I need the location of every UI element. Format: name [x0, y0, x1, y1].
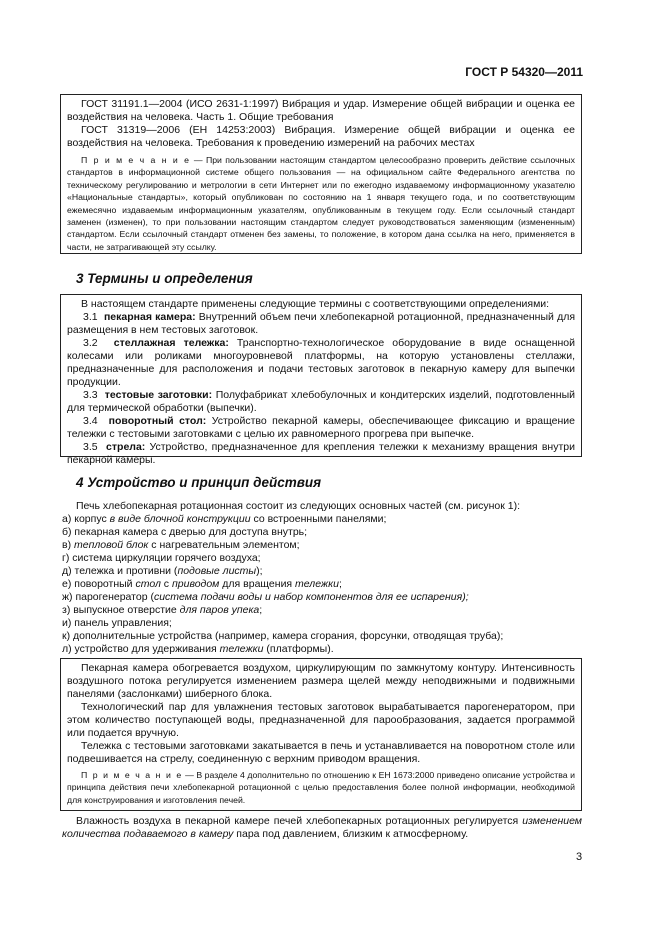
- components-intro: Печь хлебопекарная ротационная состоит из следующих основных частей (см. рисунок 1):: [76, 500, 521, 512]
- list-item: в) тепловой блок с нагревательным элементом;: [62, 539, 300, 551]
- operation-box: [60, 658, 582, 811]
- note-label: П р и м е ч а н и е: [81, 155, 191, 165]
- list-item: з) выпускное отверстие для паров упека;: [62, 604, 263, 616]
- page-number: 3: [576, 851, 583, 863]
- operation-paragraph-2: Технологический пар для увлажнения тестовых заготовок вырабатывается парогенератором, при этом количество поступающей воды, предназначенной для парообразования, задается программой или подается вручную.: [67, 701, 575, 739]
- references-box: [60, 94, 582, 254]
- list-item: д) тележка и противни (подовые листы);: [62, 565, 263, 577]
- section-4-title: 4 Устройство и принцип действия: [76, 475, 322, 490]
- list-item: е) поворотный стол с приводом для вращения тележки;: [62, 578, 342, 590]
- term-3-4: 3.4 поворотный стол: Устройство пекарной камеры, обеспечивающее фиксацию и вращение тележки с тестовыми заготовками с целью их равномерного прогрева при выпечке.: [67, 415, 575, 440]
- term-3-2: 3.2 стеллажная тележка: Транспортно-технологическое оборудование в виде оснащенной колесами или роликами многоуровневой платформы, на которую установлены стеллажи, предназначенные для расположения и подачи тестовых заготовок в пекарную камеру для выпечки продукции.: [67, 337, 575, 388]
- components-list: [62, 500, 602, 656]
- reference-gost-31319: ГОСТ 31319—2006 (ЕН 14253:2003) Вибрация. Измерение общей вибрации и оценка ее воздействия на человека. Требования к проведению измерений на рабочих местах: [67, 124, 575, 149]
- term-3-5: 3.5 стрела: Устройство, предназначенное для крепления тележки к механизму вращения внутри пекарной камеры.: [67, 441, 575, 466]
- terms-box: [60, 294, 582, 466]
- list-item: г) система циркуляции горячего воздуха;: [62, 552, 261, 564]
- list-item: ж) парогенератор (система подачи воды и набор компонентов для ее испарения);: [62, 591, 469, 603]
- reference-gost-31191: ГОСТ 31191.1—2004 (ИСО 2631-1:1997) Вибрация и удар. Измерение общей вибрации и оценка ее воздействия на человека. Часть 1. Общие требования: [67, 98, 575, 123]
- humidity-paragraph: Влажность воздуха в пекарной камере печей хлебопекарных ротационных регулируется изменением количества подаваемого в камеру пара под давлением, близким к атмосферному.: [62, 815, 582, 840]
- list-item: и) панель управления;: [62, 617, 172, 629]
- section-4-note: П р и м е ч а н и е — В разделе 4 дополнительно по отношению к ЕН 1673:2000 приведено описание устройства и принципа действия печи хлебопекарной ротационной с целью предоставления более полной информации, необходимой для конструирования и изготовления печей.: [67, 770, 575, 805]
- list-item: б) пекарная камера с дверью для доступа внутрь;: [62, 526, 308, 538]
- list-item: к) дополнительные устройства (например, камера сгорания, форсунки, отводящая труба);: [62, 630, 504, 642]
- terms-intro: В настоящем стандарте применены следующие термины с соответствующими определениями:: [81, 298, 550, 310]
- list-item: л) устройство для удерживания тележки (платформы).: [62, 643, 334, 655]
- references-note: [67, 154, 575, 253]
- list-item: а) корпус в виде блочной конструкции со встроенными панелями;: [62, 513, 387, 525]
- operation-paragraph-1: Пекарная камера обогревается воздухом, циркулирующим по замкнутому контуру. Интенсивность воздушного потока регулируется изменением размера щелей между неподвижными и подвижными панелями (заслонками) шиберного блока.: [67, 662, 575, 700]
- note-text: — При пользовании настоящим стандартом целесообразно проверить действие ссылочных стандартов в информационной системе общего пользования — на официальном сайте Федерального агентства по техническому регулированию и метрологии в сети Интернет или по ежегодно издаваемому информационному указателю «Национальные стандарты», который опубликован по состоянию на 1 января текущего года, и по соответствующим ежемесячно издаваемым информационным указателям, опубликованным в текущем году. Если ссылочный стандарт заменен (изменен), то при пользовании настоящим стандартом следует руководствоваться заменяющим (измененным) стандартом. Если ссылочный стандарт отменен без замены, то положение, в котором дана ссылка на него, применяется в части, не затрагивающей эту ссылку.: [67, 155, 575, 252]
- term-3-3: 3.3 тестовые заготовки: Полуфабрикат хлебобулочных и кондитерских изделий, подготовленный для термической обработки (выпечки).: [67, 389, 575, 414]
- term-3-1: 3.1 пекарная камера: Внутренний объем печи хлебопекарной ротационной, предназначенный для размещения в нем тестовых заготовок.: [67, 311, 576, 336]
- operation-paragraph-3: Тележка с тестовыми заготовками закатывается в печь и устанавливается на поворотном столе или подвешивается на стрелу, соединенную с верхним приводом вращения.: [67, 740, 575, 765]
- section-3-title: 3 Термины и определения: [76, 271, 253, 286]
- document-header: ГОСТ Р 54320—2011: [465, 65, 583, 79]
